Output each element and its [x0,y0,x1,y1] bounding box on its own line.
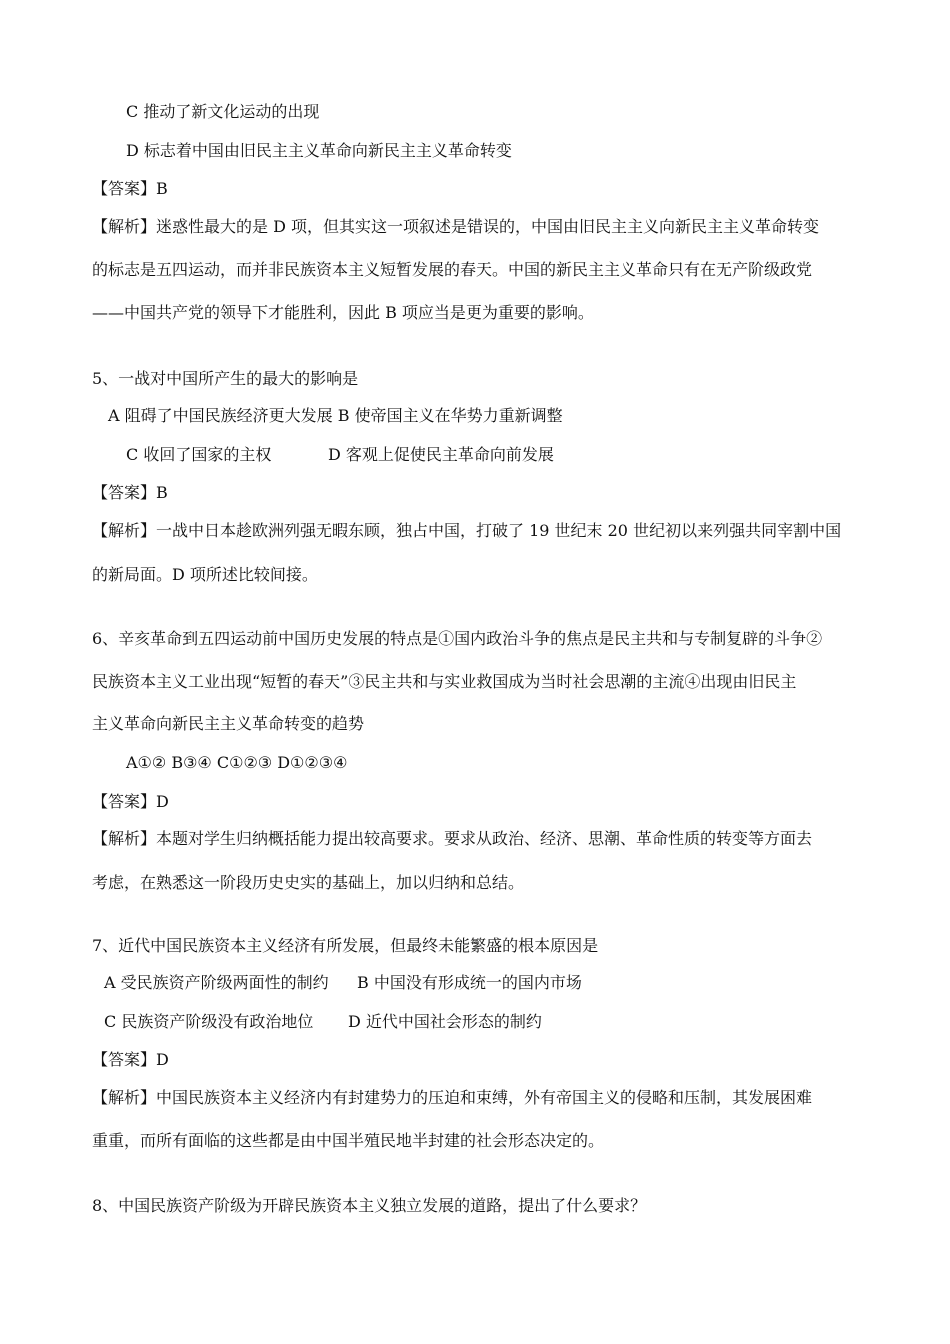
question-5: 5、一战对中国所产生的最大的影响是 [92,369,359,388]
option-d: D 标志着中国由旧民主主义革命向新民主主义革命转变 [126,141,512,160]
analysis-line: 【解析】中国民族资本主义经济内有封建势力的压迫和束缚，外有帝国主义的侵略和压制，其发展困难 [92,1088,813,1107]
analysis-line: 【解析】本题对学生归纳概括能力提出较高要求。要求从政治、经济、思潮、革命性质的转变等方面去 [92,829,813,848]
answer: 【答案】B [92,179,168,198]
analysis-line: 的标志是五四运动，而并非民族资本主义短暂发展的春天。中国的新民主主义革命只有在无产阶级政党 [92,260,813,279]
analysis-line: 的新局面。D 项所述比较间接。 [92,565,318,584]
option-c: C 收回了国家的主权 [126,445,272,464]
question-7: 7、近代中国民族资本主义经济有所发展，但最终未能繁盛的根本原因是 [92,936,599,955]
analysis-line: 【解析】迷惑性最大的是 D 项，但其实这一项叙述是错误的，中国由旧民主主义向新民主主义革命转变 [92,217,820,236]
option-c: C 民族资产阶级没有政治地位 [104,1012,314,1031]
analysis-line: ——中国共产党的领导下才能胜利，因此 B 项应当是更为重要的影响。 [92,303,594,322]
answer: 【答案】D [92,792,169,811]
question-6-line: 6、辛亥革命到五四运动前中国历史发展的特点是①国内政治斗争的焦点是民主共和与专制复辟的斗争② [92,629,823,648]
options-ab: A 阻碍了中国民族经济更大发展 B 使帝国主义在华势力重新调整 [108,406,563,425]
question-6-line: 主义革命向新民主主义革命转变的趋势 [92,714,365,733]
analysis-line: 考虑，在熟悉这一阶段历史史实的基础上，加以归纳和总结。 [92,873,525,892]
question-8: 8、中国民族资产阶级为开辟民族资本主义独立发展的道路，提出了什么要求？ [92,1196,647,1215]
option-b: B 中国没有形成统一的国内市场 [357,973,582,992]
option-d: D 近代中国社会形态的制约 [348,1012,542,1031]
answer: 【答案】D [92,1050,169,1069]
question-6-line: 民族资本主义工业出现“短暂的春天”③民主共和与实业救国成为当时社会思潮的主流④出现由旧民主 [92,672,797,691]
analysis-line: 重重，而所有面临的这些都是由中国半殖民地半封建的社会形态决定的。 [92,1131,605,1150]
option-c: C 推动了新文化运动的出现 [126,102,320,121]
option-a: A 受民族资产阶级两面性的制约 [104,973,329,992]
analysis-line: 【解析】一战中日本趁欧洲列强无暇东顾，独占中国，打破了 19 世纪末 20 世纪初以来列强共同宰割中国 [92,521,842,540]
options: A①② B③④ C①②③ D①②③④ [126,753,348,772]
answer: 【答案】B [92,483,168,502]
option-d: D 客观上促使民主革命向前发展 [328,445,554,464]
